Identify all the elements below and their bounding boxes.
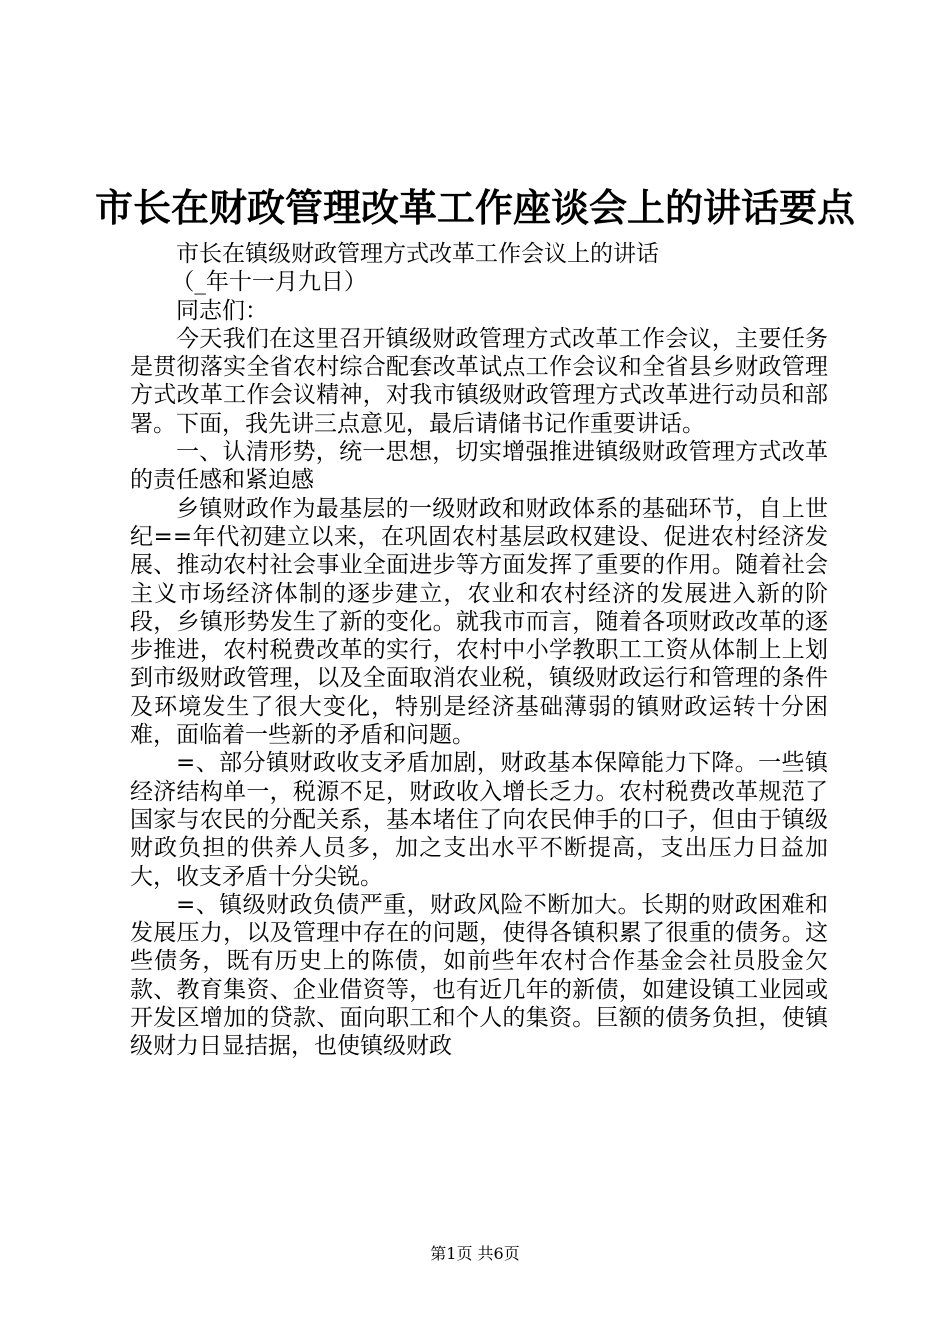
document-body (130, 240, 828, 1061)
paragraph: 今天我们在这里召开镇级财政管理方式改革工作会议，主要任务是贯彻落实全省农村综合配套改革试点工作会议和全省县乡财政管理方式改革工作会议精神，对我市镇级财政管理方式改革进行动员和部署。下面，我先讲三点意见，最后请储书记作重要讲话。 (130, 325, 828, 437)
speech-date: （_年十一月九日） (171, 269, 367, 296)
document-title: 市长在财政管理改革工作座谈会上的讲话要点 (94, 185, 855, 230)
paragraph: 乡镇财政作为最基层的一级财政和财政体系的基础环节，自上世纪==年代初建立以来，在巩固农村基层政权建设、促进农村经济发展、推动农村社会事业全面进步等方面发挥了重要的作用。随着社会主义市场经济体制的逐步建立，农业和农村经济的发展进入新的阶段，乡镇形势发生了新的变化。就我市而言，随着各项财政改革的逐步推进，农村税费改革的实行，农村中小学教职工工资从体制上上划到市级财政管理，以及全面取消农业税，镇级财政运行和管理的条件及环境发生了很大变化，特别是经济基础薄弱的镇财政运转十分困难，面临着一些新的矛盾和问题。 (130, 495, 828, 749)
page-number: 第1页 共6页 (430, 1244, 520, 1263)
greeting: 同志们： (176, 297, 268, 324)
paragraph: =、部分镇财政收支矛盾加剧，财政基本保障能力下降。一些镇经济结构单一，税源不足，财政收入增长乏力。农村税费改革规范了国家与农民的分配关系，基本堵住了向农民伸手的口子，但由于镇级财政负担的供养人员多，加之支出水平不断提高，支出压力日益加大，收支矛盾十分尖锐。 (130, 750, 828, 890)
paragraph: =、镇级财政负债严重，财政风险不断加大。长期的财政困难和发展压力，以及管理中存在的问题，使得各镇积累了很重的债务。这些债务，既有历史上的陈债，如前些年农村合作基金会社员股金欠款、教育集资、企业借资等，也有近几年的新债，如建设镇工业园或开发区增加的贷款、面向职工和个人的集资。巨额的债务负担，使镇级财力日显拮据，也使镇级财政 (130, 891, 828, 1060)
section-heading: 一、认清形势，统一思想，切实增强推进镇级财政管理方式改革的责任感和紧迫感 (130, 439, 828, 494)
speech-subtitle: 市长在镇级财政管理方式改革工作会议上的讲话 (176, 241, 659, 267)
